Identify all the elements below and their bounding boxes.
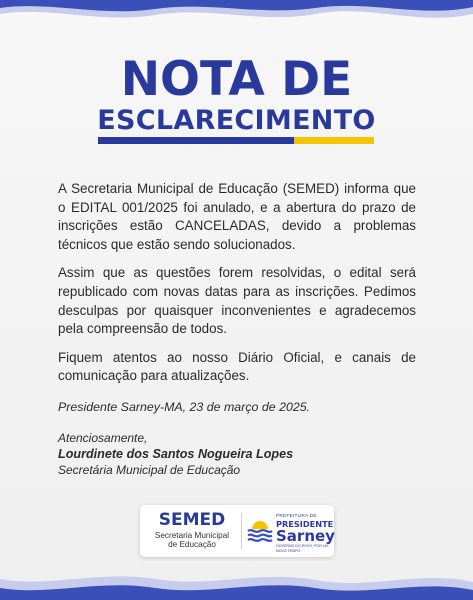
title-underline (98, 137, 374, 144)
prefeitura-logo (276, 514, 334, 554)
top-wave-decoration (0, 0, 473, 40)
prefeitura-label: PREFEITURA DE (276, 514, 317, 519)
body-paragraph-2: Assim que as questões forem resolvidas, o edital será republicado com novas datas para as inscrições. Pedimos desculpas por quaisquer inconvenientes e agradecemos pela compreensão de todos. (58, 265, 416, 337)
body-paragraph-1: A Secretaria Municipal de Educação (SEMED) informa que o EDITAL 001/2025 foi anulado, e a abertura do prazo de inscrições estão CANCELADAS, devido a problemas técnicos que estão sendo solucionados. (58, 181, 416, 252)
closing-signature (58, 430, 418, 478)
prefeitura-sarney: Sarney (276, 527, 335, 545)
notice-title (0, 52, 473, 136)
prefeitura-tagline: GOVERNO DO POVO, POR UM NOVO TEMPO (276, 544, 329, 553)
footer-logos (140, 505, 334, 557)
salutation: Atenciosamente, (58, 431, 148, 445)
title-line-1: NOTA DE (120, 52, 353, 107)
sun-and-waves-icon (246, 517, 274, 545)
title-underline-yellow (294, 137, 374, 144)
semed-logo-subtitle (148, 531, 236, 550)
signer-role: Secretária Municipal de Educação (58, 463, 241, 477)
signer-name: Lourdinete dos Santos Nogueira Lopes (58, 447, 294, 461)
semed-subtitle-line-1: Secretaria Municipal (154, 531, 230, 540)
semed-logo (148, 511, 236, 550)
logo-divider (241, 513, 242, 549)
place-and-date: Presidente Sarney-MA, 23 de março de 2025. (58, 400, 311, 414)
semed-logo-name: SEMED (158, 510, 226, 530)
notice-body (58, 180, 416, 396)
prefeitura-presidente: PRESIDENTE (276, 519, 334, 529)
title-line-2: ESCLARECIMENTO (97, 105, 376, 136)
semed-subtitle-line-2: de Educação (168, 540, 216, 550)
bottom-wave-decoration (0, 566, 473, 600)
title-underline-blue (98, 137, 294, 144)
body-paragraph-3: Fiquem atentos ao nosso Diário Oficial, e canais de comunicação para atualizações. (58, 349, 416, 384)
